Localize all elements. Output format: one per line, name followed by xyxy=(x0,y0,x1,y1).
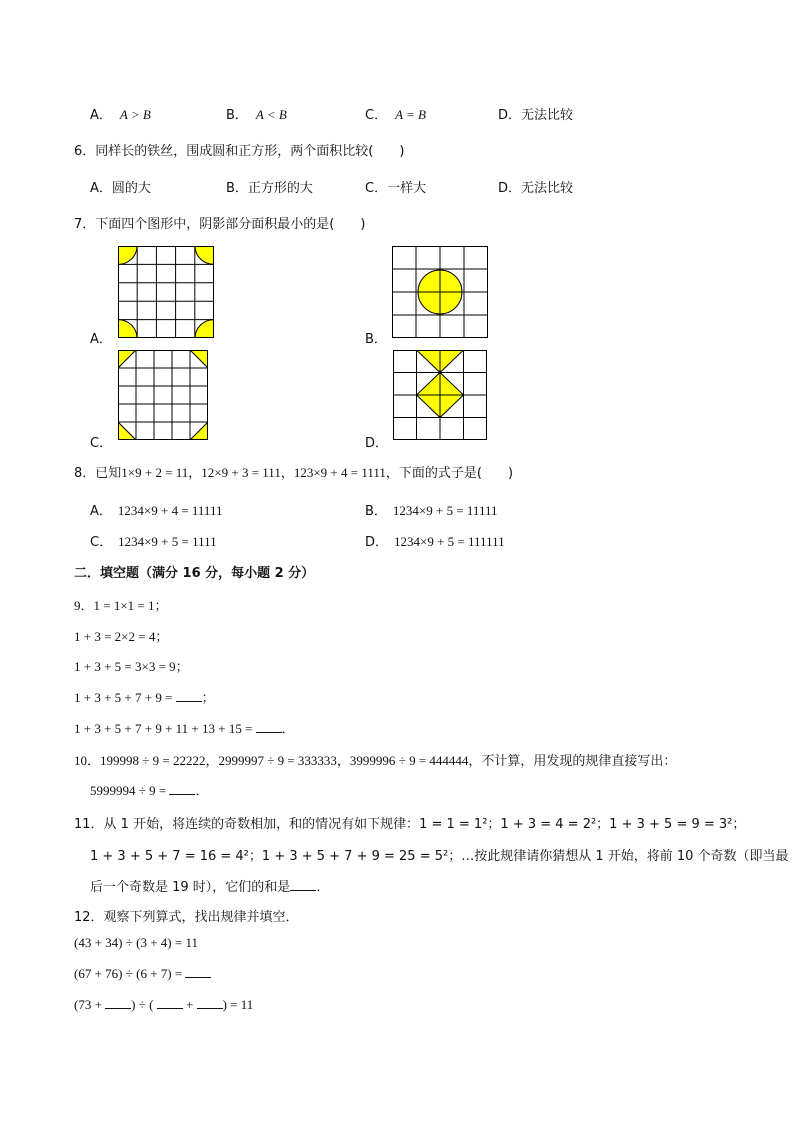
q6-option-d: D．无法比较 xyxy=(498,181,574,196)
figure-d xyxy=(393,350,487,440)
section-2-title: 二．填空题（满分 16 分，每小题 2 分） xyxy=(74,566,315,581)
figure-a-shade-br xyxy=(195,320,214,338)
q12-line-1: (43 + 34) ÷ (3 + 4) = 11 xyxy=(74,935,198,950)
figure-c-shade-bl xyxy=(118,422,136,440)
q9-line-2: 1 + 3 = 2×2 = 4； xyxy=(74,629,169,644)
q8-stem: 8．已知1×9 + 2 = 11，12×9 + 3 = 111，123×9 + 4 = 1111，下面的式子是( ) xyxy=(74,465,514,481)
figure-d-grid xyxy=(393,350,487,440)
q11-line-1: 11．从 1 开始，将连续的奇数相加，和的情况有如下规律：1 = 1 = 1²；1 + 3 = 4 = 2²；1 + 3 + 5 = 9 = 3²； xyxy=(74,817,746,832)
q8-option-d: D． 1234×9 + 5 = 111111 xyxy=(365,534,505,550)
figure-b-grid xyxy=(392,246,488,338)
q6-option-b: B．正方形的大 xyxy=(226,181,313,196)
q5-option-b: B． A < B xyxy=(226,107,287,123)
q8-option-a: A． 1234×9 + 4 = 11111 xyxy=(90,503,223,519)
q5-option-c: C． A = B xyxy=(365,107,426,123)
figure-b xyxy=(392,246,488,338)
q12-blank-3[interactable] xyxy=(157,998,183,1009)
figure-c xyxy=(118,350,208,440)
q12-blank-4[interactable] xyxy=(197,998,223,1009)
figure-d-label: D． xyxy=(365,436,389,451)
q10-blank[interactable] xyxy=(169,784,195,795)
figure-a-grid xyxy=(118,246,214,338)
q5-option-d: D．无法比较 xyxy=(498,108,574,123)
figure-a xyxy=(118,246,214,338)
q12-blank-2[interactable] xyxy=(105,998,131,1009)
q11-line-2: 1 + 3 + 5 + 7 = 16 = 4²；1 + 3 + 5 + 7 + 9 = 25 = 5²；…按此规律请你猜想从 1 开始，将前 10 个奇数（即当最 xyxy=(90,849,789,864)
q8-option-c: C． 1234×9 + 5 = 1111 xyxy=(90,534,217,550)
figure-b-label: B． xyxy=(365,332,387,347)
q12-line-3: (73 + ) ÷ ( + ) = 11 xyxy=(74,997,254,1012)
q6-option-a: A．圆的大 xyxy=(90,181,151,196)
q12-stem: 12．观察下列算式，找出规律并填空． xyxy=(74,910,299,925)
q7-stem: 7．下面四个图形中，阴影部分面积最小的是( ) xyxy=(74,217,366,232)
figure-c-label: C． xyxy=(90,436,113,451)
figure-a-label: A． xyxy=(90,332,112,347)
q9-line-1: 9．1 = 1×1 = 1； xyxy=(74,598,168,613)
q11-line-3: 后一个奇数是 19 时），它们的和是 ． xyxy=(90,880,330,895)
q9-line-4: 1 + 3 + 5 + 7 + 9 = ； xyxy=(74,690,215,705)
figure-c-shade-br xyxy=(190,422,208,440)
figure-a-shade-bl xyxy=(118,320,137,338)
figure-c-shade-tr xyxy=(190,350,208,368)
q8-option-b: B． 1234×9 + 5 = 11111 xyxy=(365,503,498,519)
figure-a-shade-tl xyxy=(118,246,137,264)
q10-line-1: 10．199998 ÷ 9 = 22222，2999997 ÷ 9 = 333333，3999996 ÷ 9 = 444444，不计算，用发现的规律直接写出： xyxy=(74,753,677,768)
figure-c-grid xyxy=(118,350,208,440)
q10-line-2: 5999994 ÷ 9 = ． xyxy=(90,783,209,798)
q12-blank-1[interactable] xyxy=(185,967,211,978)
q11-blank[interactable] xyxy=(290,880,316,891)
q5-option-a: A． A > B xyxy=(90,107,151,123)
q9-line-5: 1 + 3 + 5 + 7 + 9 + 11 + 13 + 15 = ． xyxy=(74,721,295,736)
figure-c-shade-tl xyxy=(118,350,136,368)
q9-blank-1[interactable] xyxy=(176,691,202,702)
q9-blank-2[interactable] xyxy=(256,722,282,733)
q12-line-2: (67 + 76) ÷ (6 + 7) = xyxy=(74,966,211,982)
figure-a-shade-tr xyxy=(195,246,214,264)
q6-stem: 6．同样长的铁丝，围成圆和正方形，两个面积比较( ) xyxy=(74,144,405,159)
q6-option-c: C．一样大 xyxy=(365,181,427,196)
q9-line-3: 1 + 3 + 5 = 3×3 = 9； xyxy=(74,659,189,674)
